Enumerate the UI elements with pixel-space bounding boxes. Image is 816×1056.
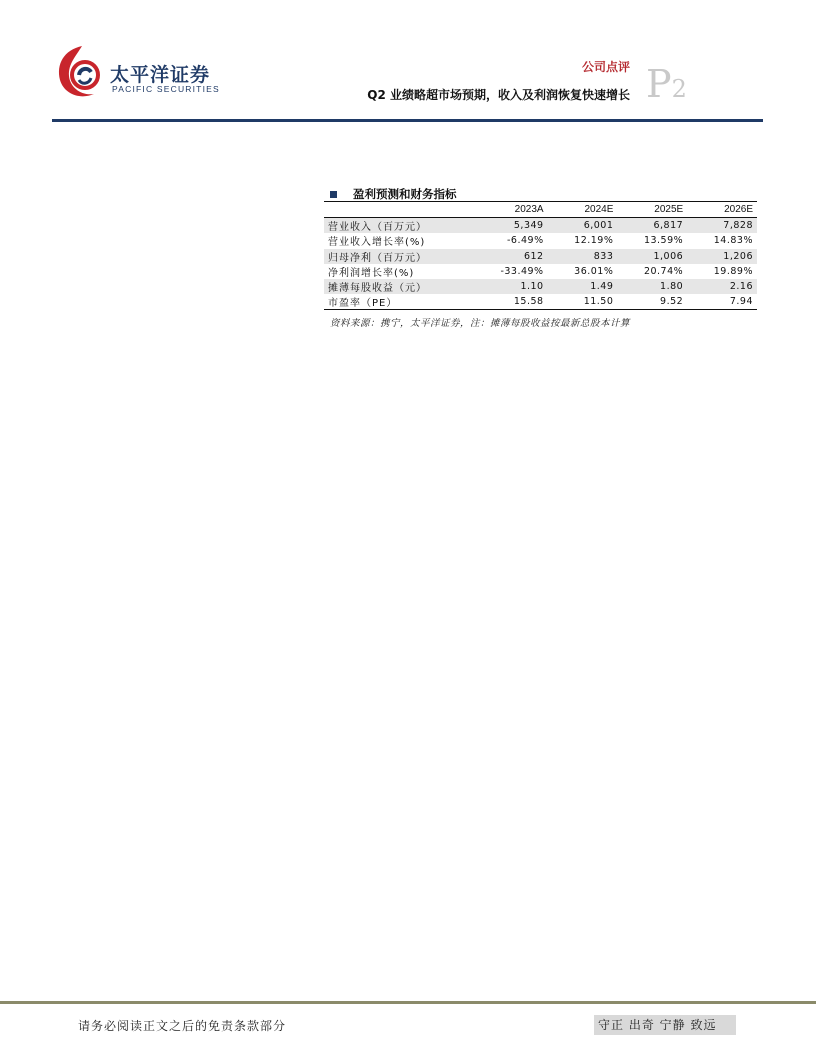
section-title — [330, 186, 457, 202]
table-cell: 19.89% — [713, 265, 753, 277]
table-cell: 1.10 — [520, 281, 544, 293]
table-row — [324, 233, 757, 248]
table-row — [324, 249, 757, 264]
financial-forecast-table — [324, 201, 757, 310]
table-cell: 13.59% — [643, 235, 684, 247]
report-type: 公司点评 — [581, 60, 630, 74]
table-cell: -6.49% — [506, 235, 544, 247]
row-label: 归母净利（百万元） — [328, 252, 427, 264]
table-cell: 12.19% — [574, 235, 614, 247]
table-cell: 7.94 — [729, 296, 753, 308]
table-cell: 2.16 — [729, 281, 753, 293]
table-cell: 20.74% — [643, 265, 684, 277]
table-cell: 612 — [523, 250, 544, 262]
table-cell: 1,206 — [723, 250, 753, 262]
bullet-square-icon — [330, 191, 337, 198]
table-cell: 9.52 — [660, 296, 684, 308]
section-title-text: 盈利预测和财务指标 — [353, 187, 457, 201]
table-cell: 36.01% — [574, 265, 614, 277]
company-motto: 守正 出奇 宁静 致远 — [594, 1015, 736, 1035]
report-title: Q2 业绩略超市场预期，收入及利润恢复快速增长 — [367, 88, 630, 102]
table-row — [324, 264, 757, 279]
table-cell: 5,349 — [513, 220, 544, 232]
company-logo — [52, 42, 108, 102]
table-row — [324, 294, 757, 310]
table-cell: 1.80 — [660, 281, 684, 293]
footer-divider — [0, 1001, 816, 1004]
brand-name-cn: 太平洋证券 — [110, 64, 211, 86]
header-divider — [52, 119, 763, 122]
disclaimer-text: 请务必阅读正文之后的免责条款部分 — [78, 1019, 287, 1033]
column-header: 2024E — [584, 204, 614, 216]
column-header: 2023A — [514, 204, 544, 216]
page-number — [646, 62, 687, 106]
row-label: 营业收入（百万元） — [328, 222, 427, 234]
table-cell: 14.83% — [713, 235, 753, 247]
table-cell: 6,817 — [653, 220, 684, 232]
row-label: 净利润增长率(%) — [328, 267, 415, 279]
brand-name-en: PACIFIC SECURITIES — [112, 84, 220, 94]
page-digit: 2 — [671, 75, 687, 103]
table-cell: -33.49% — [500, 265, 544, 277]
row-label: 摊薄每股收益（元） — [328, 283, 427, 295]
table-cell: 7,828 — [723, 220, 753, 232]
column-header — [324, 202, 472, 218]
table-header-row — [324, 202, 757, 218]
table-row — [324, 279, 757, 294]
table-cell: 833 — [593, 250, 614, 262]
table-cell: 1.49 — [590, 281, 614, 293]
table-row — [324, 218, 757, 234]
row-label: 营业收入增长率(%) — [328, 237, 426, 249]
table-cell: 6,001 — [583, 220, 614, 232]
row-label: 市盈率（PE） — [328, 298, 398, 310]
table-cell: 1,006 — [653, 250, 684, 262]
table-cell: 11.50 — [583, 296, 614, 308]
column-header: 2026E — [724, 204, 753, 216]
column-header: 2025E — [654, 204, 684, 216]
page-letter: P — [646, 62, 672, 106]
table-source-note: 资料来源：携宁，太平洋证券，注：摊薄每股收益按最新总股本计算 — [330, 318, 631, 329]
table-cell: 15.58 — [513, 296, 544, 308]
